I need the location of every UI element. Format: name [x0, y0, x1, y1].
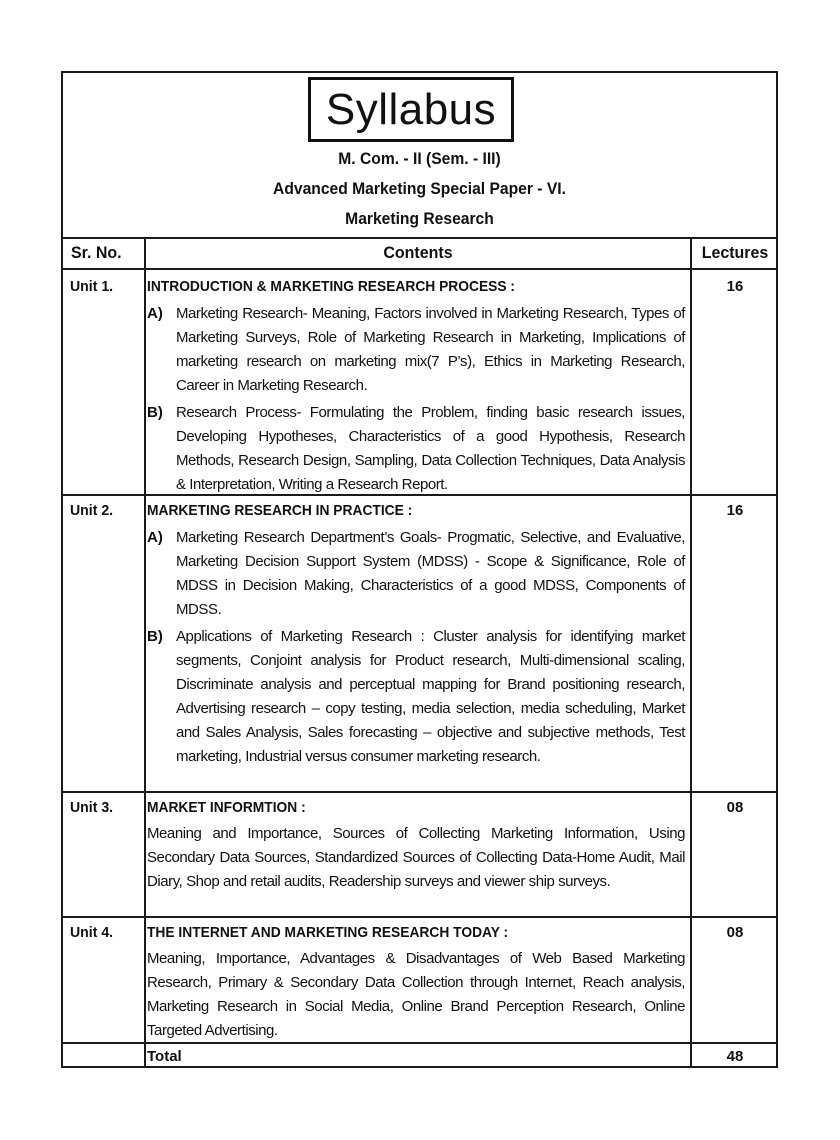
unit-lectures: 16 [726, 278, 744, 295]
total-lectures: 48 [726, 1048, 744, 1065]
topic-item [147, 302, 685, 398]
item-marker: B) [147, 404, 163, 421]
item-text: Marketing Research Department’s Goals- Progmatic, Selective, and Evaluative, Marketing Decision Support System (MDSS) - Scope & Significance, Role of MDSS in Decision Making, Characteristics of a good MDSS, Components of MDSS. [176, 529, 685, 618]
header-lectures: Lectures [701, 243, 769, 262]
topic-item [147, 625, 685, 769]
item-marker: A) [147, 529, 163, 546]
column-divider [144, 237, 146, 1066]
header-sr-no: Sr. No. [71, 243, 122, 262]
row-divider [63, 791, 776, 793]
title-block [63, 73, 776, 239]
syllabus-table [61, 71, 778, 1068]
unit-lectures: 08 [726, 924, 744, 941]
header-contents: Contents [383, 243, 453, 262]
unit-number: Unit 2. [70, 502, 114, 519]
unit-title: THE INTERNET AND MARKETING RESEARCH TODAY : [147, 924, 509, 941]
item-marker: B) [147, 628, 163, 645]
row-divider [63, 916, 776, 918]
subject-name: Marketing Research [345, 209, 494, 228]
unit-number: Unit 4. [70, 924, 114, 941]
course-name: M. Com. - II (Sem. - III) [338, 149, 501, 168]
item-text: Research Process- Formulating the Problem, finding basic research issues, Developing Hypotheses, Characteristics of a good Hypothesis, Research Methods, Research Design, Sampling, Data Collection Techniques, Data Analysis & Interpretation, Writing a Research Report. [176, 404, 685, 493]
item-marker: A) [147, 305, 163, 322]
row-divider [63, 494, 776, 496]
unit-description: Meaning and Importance, Sources of Collecting Marketing Information, Using Secondary Data Sources, Standardized Sources of Collecting Data-Home Audit, Mail Diary, Shop and retail audits, Readership surveys and viewer ship surveys. [147, 825, 685, 890]
unit-title: MARKETING RESEARCH IN PRACTICE : [147, 502, 413, 519]
paper-name: Advanced Marketing Special Paper - VI. [273, 179, 566, 198]
total-label: Total [147, 1048, 182, 1065]
unit-lectures: 08 [726, 799, 744, 816]
unit-description: Meaning, Importance, Advantages & Disadvantages of Web Based Marketing Research, Primary & Secondary Data Collection through Internet, Reach analysis, Marketing Research in Social Media, Online Brand Perception Research, Online Targeted Advertising. [147, 950, 685, 1039]
unit-title: INTRODUCTION & MARKETING RESEARCH PROCESS : [147, 278, 516, 295]
unit-number: Unit 1. [70, 278, 114, 295]
column-divider [690, 237, 692, 1066]
item-text: Applications of Marketing Research : Cluster analysis for identifying market segments, Conjoint analysis for Product research, Multi-dimensional scaling, Discriminate analysis and perceptual mapping for Brand positioning research, Advertising research – copy testing, media selection, media scheduling, Market and Sales Analysis, Sales forecasting – objective and subjective methods, Test marketing, Industrial versus consumer marketing research. [176, 628, 685, 765]
table-header-row [63, 237, 776, 270]
row-divider [63, 1042, 776, 1044]
item-text: Marketing Research- Meaning, Factors involved in Marketing Research, Types of Marketing Surveys, Role of Marketing Research in Marketing, Implications of marketing research on marketing mix(7 P’s), Ethics in Marketing Research, Career in Marketing Research. [176, 305, 685, 394]
unit-number: Unit 3. [70, 799, 114, 816]
syllabus-heading: Syllabus [308, 77, 514, 142]
unit-title: MARKET INFORMTION : [147, 799, 306, 816]
topic-item [147, 401, 685, 497]
topic-item [147, 526, 685, 622]
unit-lectures: 16 [726, 502, 744, 519]
